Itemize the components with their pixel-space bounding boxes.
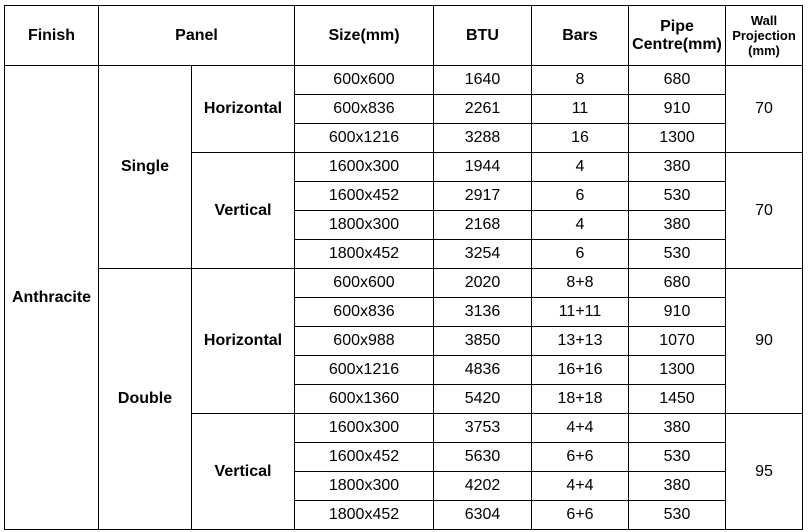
size-cell: 600x1216	[295, 356, 434, 385]
bars-cell: 8	[532, 66, 629, 95]
pipe-centre-cell: 680	[629, 269, 726, 298]
pipe-centre-cell: 680	[629, 66, 726, 95]
header-bars: Bars	[532, 6, 629, 66]
orientation-cell: Vertical	[192, 153, 295, 269]
orientation-cell: Horizontal	[192, 269, 295, 414]
pipe-centre-cell: 530	[629, 240, 726, 269]
btu-cell: 2168	[434, 211, 532, 240]
btu-cell: 3136	[434, 298, 532, 327]
size-cell: 1800x300	[295, 211, 434, 240]
btu-cell: 3254	[434, 240, 532, 269]
btu-cell: 6304	[434, 501, 532, 530]
pipe-centre-cell: 530	[629, 182, 726, 211]
bars-cell: 16+16	[532, 356, 629, 385]
size-cell: 1600x300	[295, 153, 434, 182]
pipe-centre-cell: 380	[629, 472, 726, 501]
pipe-centre-cell: 1300	[629, 356, 726, 385]
table-row	[5, 269, 803, 298]
size-cell: 600x600	[295, 66, 434, 95]
pipe-centre-cell: 1070	[629, 327, 726, 356]
bars-cell: 16	[532, 124, 629, 153]
btu-cell: 4836	[434, 356, 532, 385]
bars-cell: 4	[532, 153, 629, 182]
pipe-centre-cell: 1300	[629, 124, 726, 153]
size-cell: 600x836	[295, 298, 434, 327]
size-cell: 600x600	[295, 269, 434, 298]
size-cell: 1800x452	[295, 501, 434, 530]
btu-cell: 1640	[434, 66, 532, 95]
header-wall-projection-line-3: (mm)	[748, 43, 780, 58]
size-cell: 1800x452	[295, 240, 434, 269]
header-btu: BTU	[434, 6, 532, 66]
btu-cell: 5630	[434, 443, 532, 472]
btu-cell: 2917	[434, 182, 532, 211]
pipe-centre-cell: 380	[629, 153, 726, 182]
bars-cell: 11	[532, 95, 629, 124]
wall-projection-cell: 70	[726, 66, 803, 153]
bars-cell: 6	[532, 182, 629, 211]
size-cell: 600x1360	[295, 385, 434, 414]
wall-projection-cell: 95	[726, 414, 803, 530]
bars-cell: 4	[532, 211, 629, 240]
btu-cell: 3850	[434, 327, 532, 356]
header-wall-projection-line-1: Wall	[750, 13, 778, 28]
orientation-cell: Vertical	[192, 414, 295, 530]
orientation-cell: Horizontal	[192, 66, 295, 153]
bars-cell: 6+6	[532, 443, 629, 472]
header-pipe-centre-line-2: Centre(mm)	[632, 35, 722, 53]
bars-cell: 8+8	[532, 269, 629, 298]
pipe-centre-cell: 530	[629, 443, 726, 472]
header-size: Size(mm)	[295, 6, 434, 66]
bars-cell: 13+13	[532, 327, 629, 356]
wall-projection-cell: 90	[726, 269, 803, 414]
table-body	[5, 6, 803, 530]
size-cell: 1800x300	[295, 472, 434, 501]
pipe-centre-cell: 530	[629, 501, 726, 530]
size-cell: 1600x452	[295, 443, 434, 472]
header-wall-projection-line-2: Projection	[732, 28, 796, 43]
btu-cell: 2020	[434, 269, 532, 298]
bars-cell: 6	[532, 240, 629, 269]
header-row	[5, 6, 803, 66]
btu-cell: 3288	[434, 124, 532, 153]
pipe-centre-cell: 910	[629, 298, 726, 327]
header-wall-projection	[726, 6, 803, 66]
header-panel: Panel	[99, 6, 295, 66]
size-cell: 1600x452	[295, 182, 434, 211]
size-cell: 600x1216	[295, 124, 434, 153]
btu-cell: 1944	[434, 153, 532, 182]
btu-cell: 3753	[434, 414, 532, 443]
radiator-spec-table	[4, 5, 803, 530]
pipe-centre-cell: 380	[629, 414, 726, 443]
bars-cell: 6+6	[532, 501, 629, 530]
btu-cell: 5420	[434, 385, 532, 414]
pipe-centre-cell: 380	[629, 211, 726, 240]
header-pipe-centre-line-1: Pipe	[660, 17, 694, 35]
btu-cell: 4202	[434, 472, 532, 501]
btu-cell: 2261	[434, 95, 532, 124]
table-row	[5, 66, 803, 95]
bars-cell: 4+4	[532, 472, 629, 501]
size-cell: 1600x300	[295, 414, 434, 443]
panel-type-cell: Single	[99, 66, 192, 269]
bars-cell: 18+18	[532, 385, 629, 414]
size-cell: 600x836	[295, 95, 434, 124]
panel-type-cell: Double	[99, 269, 192, 530]
header-finish: Finish	[5, 6, 99, 66]
pipe-centre-cell: 910	[629, 95, 726, 124]
size-cell: 600x988	[295, 327, 434, 356]
pipe-centre-cell: 1450	[629, 385, 726, 414]
bars-cell: 4+4	[532, 414, 629, 443]
bars-cell: 11+11	[532, 298, 629, 327]
finish-cell: Anthracite	[5, 66, 99, 530]
header-pipe-centre	[629, 6, 726, 66]
wall-projection-cell: 70	[726, 153, 803, 269]
